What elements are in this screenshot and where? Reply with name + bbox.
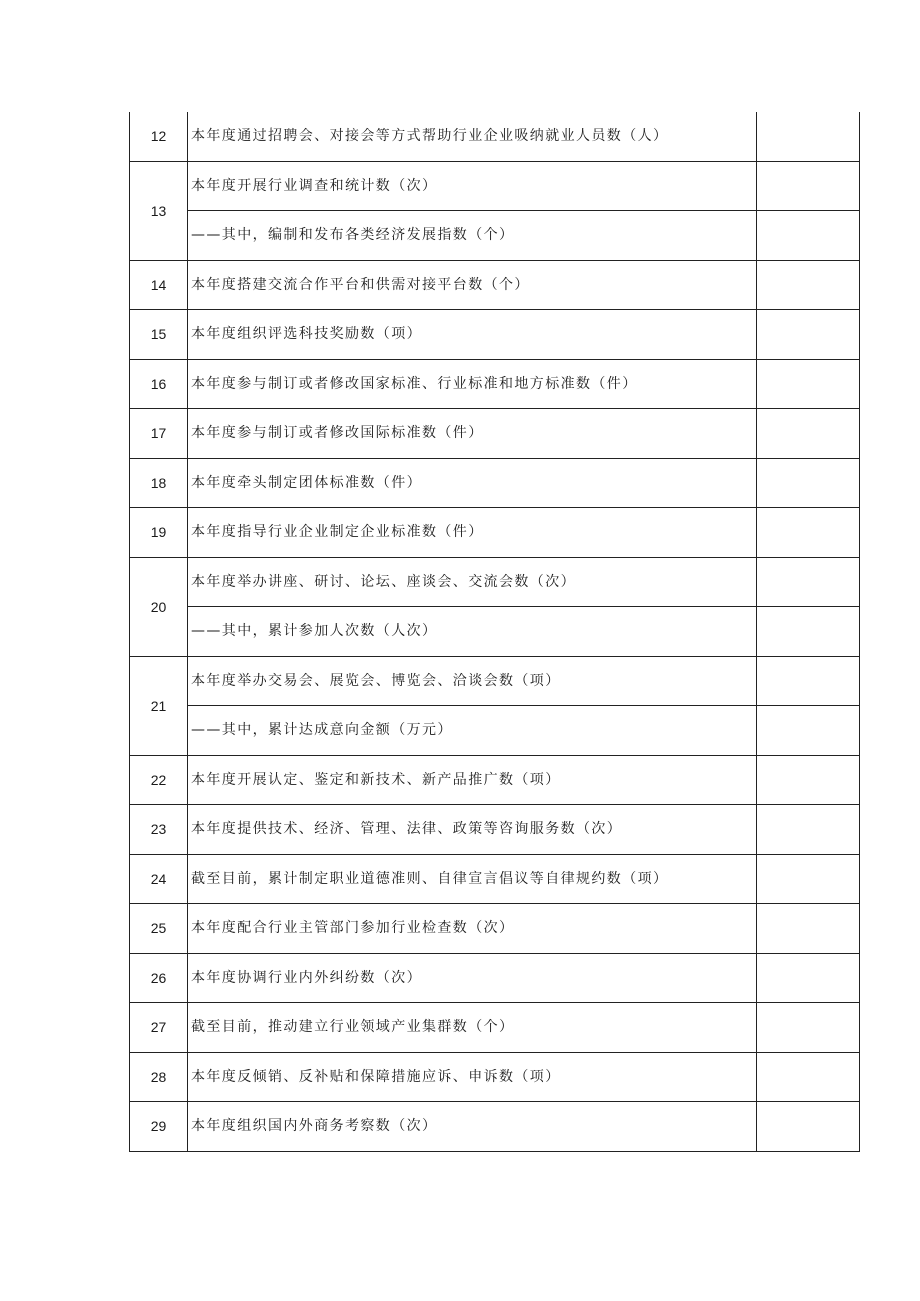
value-cell[interactable] — [757, 359, 860, 409]
value-cell[interactable] — [757, 161, 860, 211]
table-row — [130, 1102, 860, 1152]
table-row — [130, 359, 860, 409]
table-row — [130, 805, 860, 855]
indicator-label: 本年度开展认定、鉴定和新技术、新产品推广数（项） — [188, 755, 757, 805]
indicator-label: 截至目前，累计制定职业道德准则、自律宣言倡议等自律规约数（项） — [188, 854, 757, 904]
table-row — [130, 706, 860, 756]
table-row — [130, 656, 860, 706]
table-row — [130, 508, 860, 558]
value-cell[interactable] — [757, 755, 860, 805]
indicator-label: 本年度举办交易会、展览会、博览会、洽谈会数（项） — [188, 656, 757, 706]
table-row — [130, 409, 860, 459]
row-number: 18 — [130, 458, 188, 508]
indicator-label: 本年度指导行业企业制定企业标准数（件） — [188, 508, 757, 558]
sub-indicator-label: ——其中，累计参加人次数（人次） — [188, 607, 757, 657]
row-number: 22 — [130, 755, 188, 805]
indicator-label: 本年度协调行业内外纠纷数（次） — [188, 953, 757, 1003]
row-number: 13 — [130, 161, 188, 260]
table-body — [130, 112, 860, 1151]
indicator-label: 本年度通过招聘会、对接会等方式帮助行业企业吸纳就业人员数（人） — [188, 112, 757, 161]
value-cell[interactable] — [757, 557, 860, 607]
value-cell[interactable] — [757, 260, 860, 310]
row-number: 12 — [130, 112, 188, 161]
value-cell[interactable] — [757, 706, 860, 756]
table-row — [130, 112, 860, 161]
indicator-label: 本年度参与制订或者修改国际标准数（件） — [188, 409, 757, 459]
row-number: 19 — [130, 508, 188, 558]
statistics-table — [129, 112, 860, 1152]
indicator-label: 截至目前，推动建立行业领域产业集群数（个） — [188, 1003, 757, 1053]
value-cell[interactable] — [757, 805, 860, 855]
indicator-label: 本年度举办讲座、研讨、论坛、座谈会、交流会数（次） — [188, 557, 757, 607]
table-row — [130, 310, 860, 360]
indicator-label: 本年度配合行业主管部门参加行业检查数（次） — [188, 904, 757, 954]
sub-indicator-label: ——其中，编制和发布各类经济发展指数（个） — [188, 211, 757, 261]
row-number: 23 — [130, 805, 188, 855]
value-cell[interactable] — [757, 1102, 860, 1152]
row-number: 28 — [130, 1052, 188, 1102]
table-row — [130, 1003, 860, 1053]
value-cell[interactable] — [757, 1052, 860, 1102]
indicator-label: 本年度牵头制定团体标准数（件） — [188, 458, 757, 508]
row-number: 15 — [130, 310, 188, 360]
indicator-label: 本年度反倾销、反补贴和保障措施应诉、申诉数（项） — [188, 1052, 757, 1102]
row-number: 25 — [130, 904, 188, 954]
row-number: 26 — [130, 953, 188, 1003]
indicator-label: 本年度参与制订或者修改国家标准、行业标准和地方标准数（件） — [188, 359, 757, 409]
value-cell[interactable] — [757, 953, 860, 1003]
row-number: 21 — [130, 656, 188, 755]
table-row — [130, 854, 860, 904]
value-cell[interactable] — [757, 656, 860, 706]
value-cell[interactable] — [757, 508, 860, 558]
row-number: 20 — [130, 557, 188, 656]
table-row — [130, 607, 860, 657]
indicator-label: 本年度开展行业调查和统计数（次） — [188, 161, 757, 211]
table-row — [130, 1052, 860, 1102]
row-number: 14 — [130, 260, 188, 310]
table-row — [130, 458, 860, 508]
indicator-label: 本年度组织国内外商务考察数（次） — [188, 1102, 757, 1152]
indicator-label: 本年度提供技术、经济、管理、法律、政策等咨询服务数（次） — [188, 805, 757, 855]
value-cell[interactable] — [757, 1003, 860, 1053]
row-number: 29 — [130, 1102, 188, 1152]
table-row — [130, 211, 860, 261]
row-number: 17 — [130, 409, 188, 459]
sub-indicator-label: ——其中，累计达成意向金额（万元） — [188, 706, 757, 756]
table-row — [130, 904, 860, 954]
row-number: 27 — [130, 1003, 188, 1053]
value-cell[interactable] — [757, 112, 860, 161]
value-cell[interactable] — [757, 904, 860, 954]
indicator-label: 本年度组织评选科技奖励数（项） — [188, 310, 757, 360]
value-cell[interactable] — [757, 854, 860, 904]
value-cell[interactable] — [757, 607, 860, 657]
table-row — [130, 953, 860, 1003]
indicator-label: 本年度搭建交流合作平台和供需对接平台数（个） — [188, 260, 757, 310]
row-number: 16 — [130, 359, 188, 409]
table-row — [130, 755, 860, 805]
table-row — [130, 260, 860, 310]
value-cell[interactable] — [757, 310, 860, 360]
table-row — [130, 557, 860, 607]
value-cell[interactable] — [757, 409, 860, 459]
row-number: 24 — [130, 854, 188, 904]
value-cell[interactable] — [757, 458, 860, 508]
table-row — [130, 161, 860, 211]
value-cell[interactable] — [757, 211, 860, 261]
